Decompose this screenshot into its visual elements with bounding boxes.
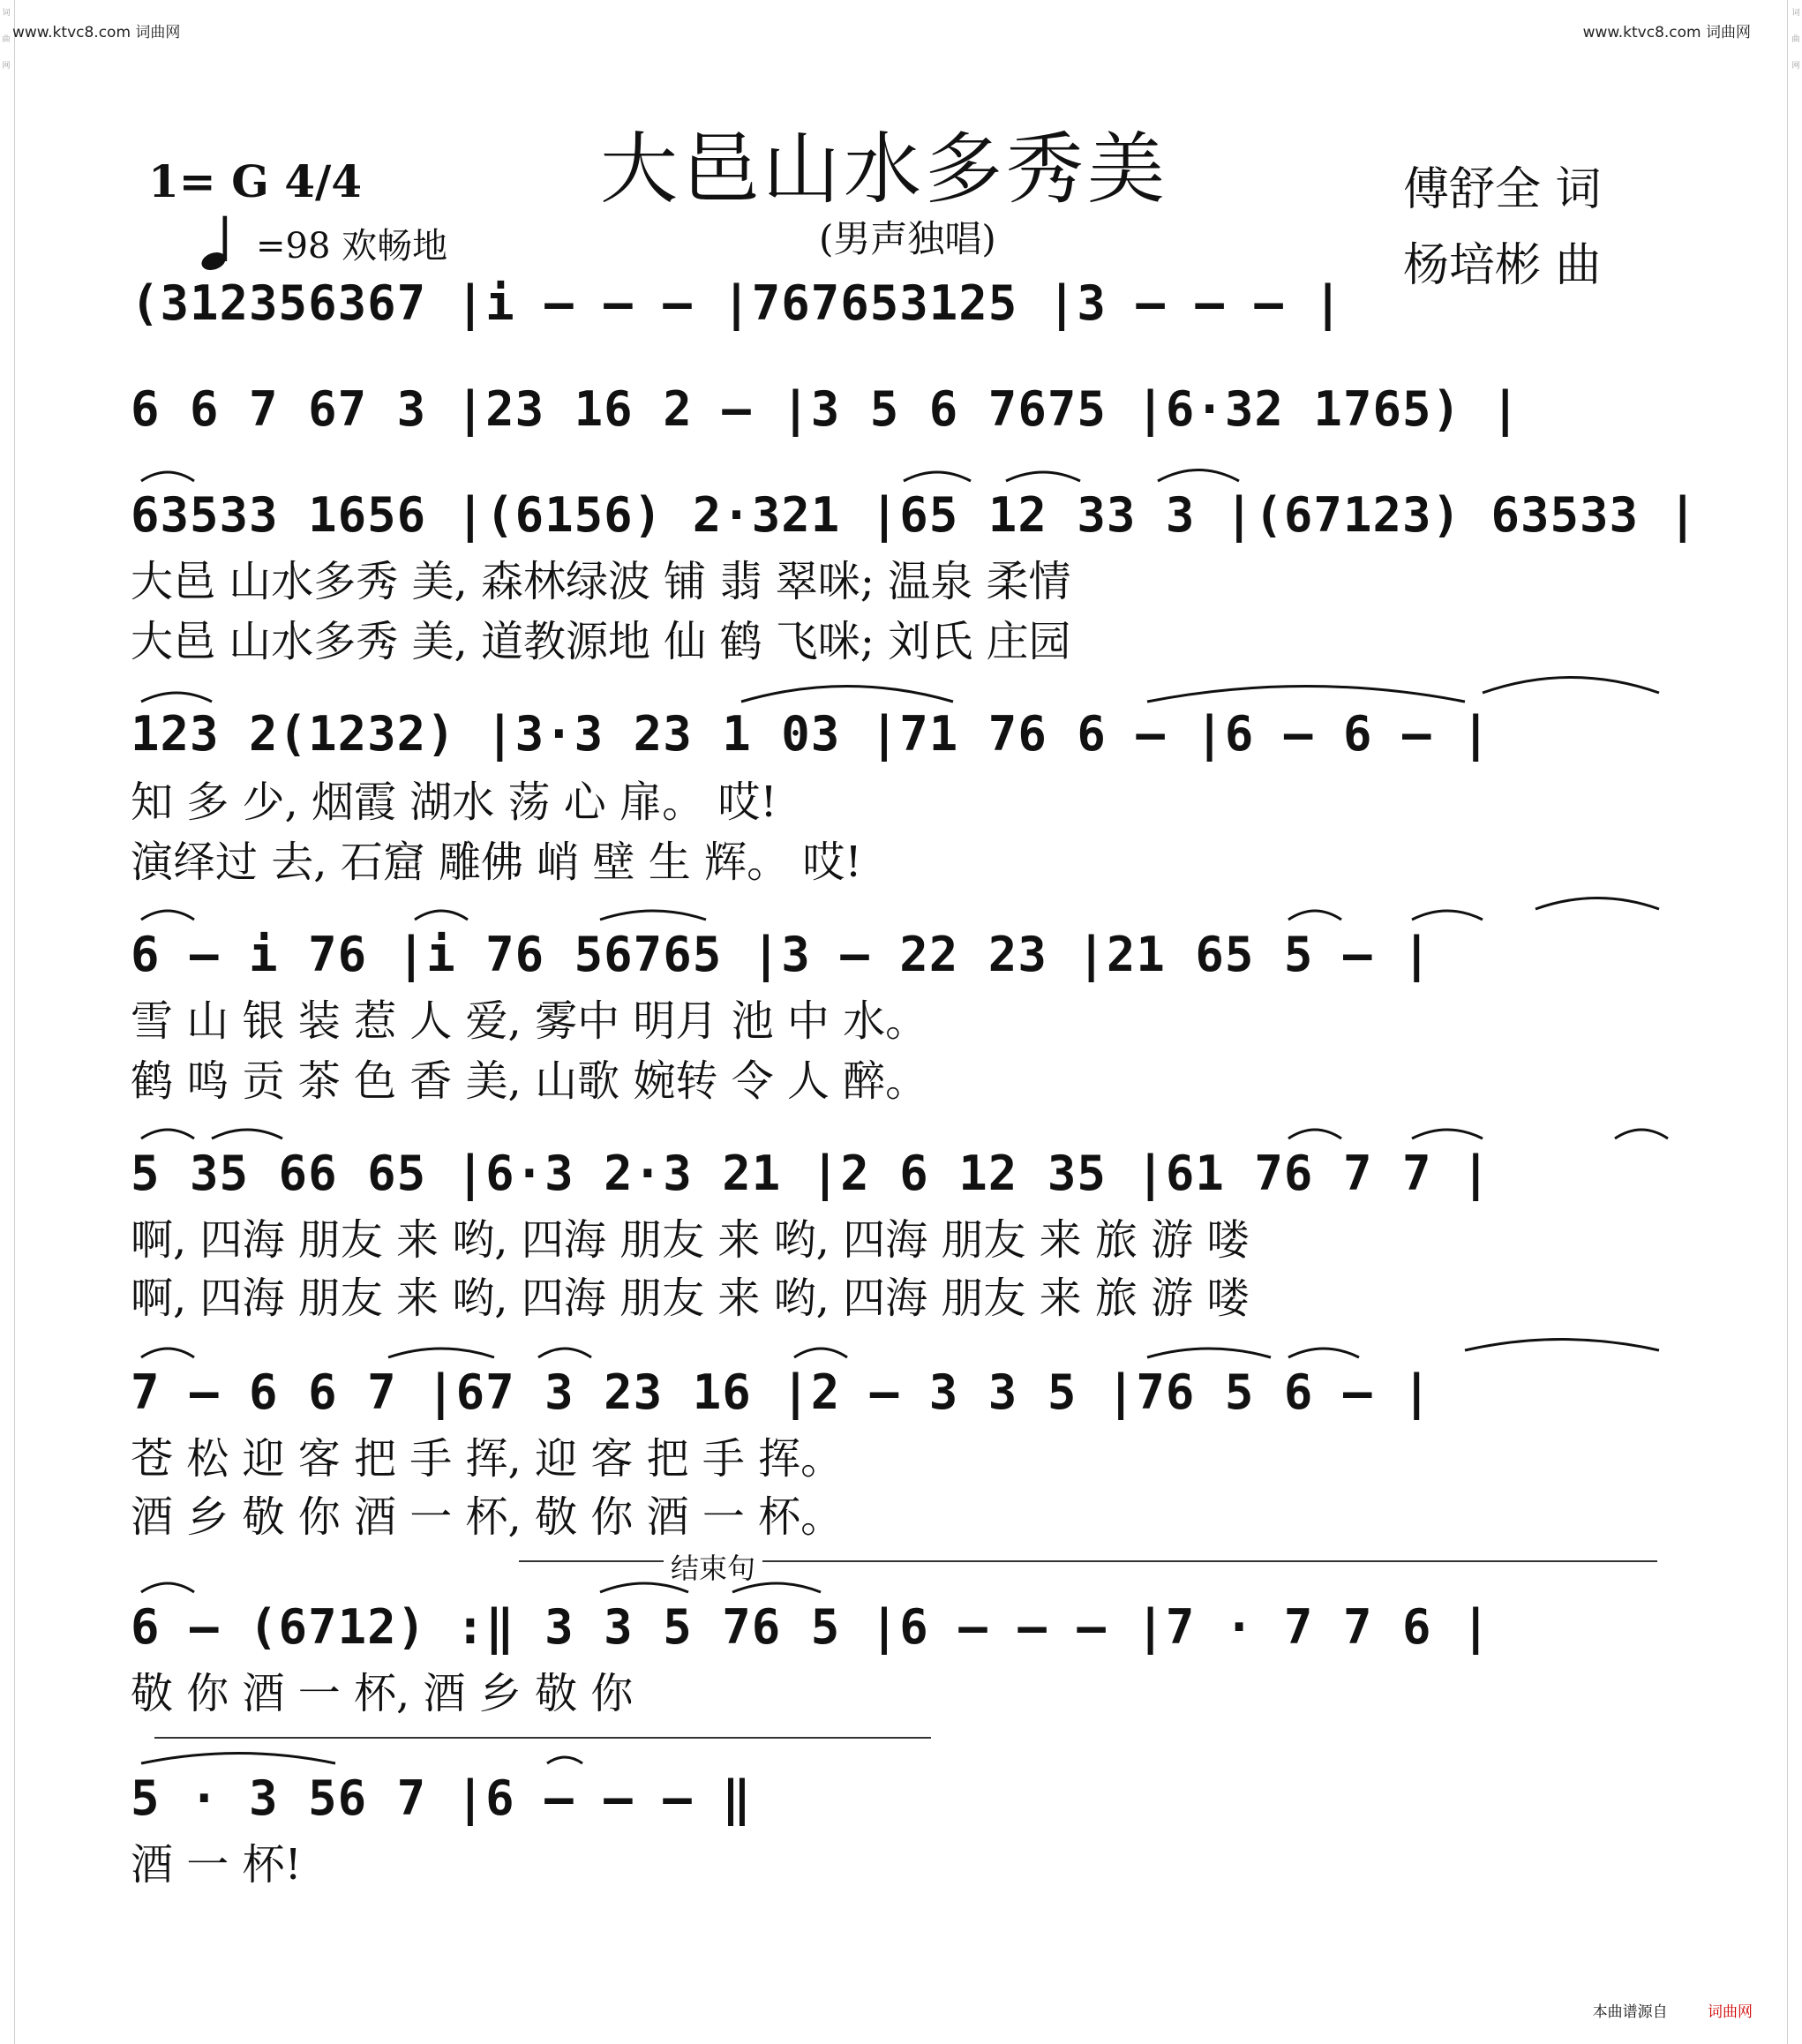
slur xyxy=(904,472,971,481)
composer: 杨培彬 曲 xyxy=(1403,239,1602,292)
score-line-5: 6 — i 76 |i 76 56765 |3 — 22 23 |21 65 5 — | xyxy=(131,927,1432,982)
score-line-8: 6 — (6712) :‖ 3 3 5 76 5 |6 — — — |7 · 7 7 6 | xyxy=(131,1599,1491,1655)
slur xyxy=(141,472,194,481)
lyrics-line-6-verse-1: 啊, 四海 朋友 来 哟, 四海 朋友 来 哟, 四海 朋友 来 旅 游 喽 xyxy=(131,1215,1250,1265)
footer xyxy=(1593,1999,1753,2021)
slur xyxy=(141,1583,194,1592)
score-line-9: 5 · 3 56 7 |6 — — — ‖ xyxy=(131,1770,752,1826)
slur xyxy=(141,1349,194,1357)
slur xyxy=(141,1754,335,1764)
site-watermark-right[interactable]: www.ktvc8.com 词曲网 xyxy=(1582,24,1751,41)
slur xyxy=(415,911,468,920)
footer-brand[interactable]: 词曲网 xyxy=(1708,2003,1753,2021)
slur xyxy=(732,1583,821,1592)
slur xyxy=(1147,1349,1271,1357)
lyrics-line-6-verse-2: 啊, 四海 朋友 来 哟, 四海 朋友 来 哟, 四海 朋友 来 旅 游 喽 xyxy=(131,1274,1250,1323)
lyrics-line-9: 酒 一 杯! xyxy=(131,1840,302,1890)
tempo-text: =98 欢畅地 xyxy=(256,225,448,267)
lyricist: 傅舒全 词 xyxy=(1403,163,1602,216)
slur xyxy=(741,687,953,703)
score-line-4: 123 2(1232) |3·3 23 1 03 |71 76 6 — |6 — 6 — | xyxy=(131,706,1491,762)
lyrics-line-3-verse-2: 大邑 山水多秀 美, 道教源地 仙 鹤 飞咪; 刘氏 庄园 xyxy=(131,617,1071,666)
slur xyxy=(141,1130,194,1138)
slur xyxy=(547,1757,582,1763)
slur xyxy=(1158,470,1239,482)
score-line-6: 5 35 66 65 |6·3 2·3 21 |2 6 12 35 |61 76 7 7 | xyxy=(131,1146,1491,1201)
slur xyxy=(1465,1340,1659,1351)
song-title: 大邑山水多秀美 xyxy=(600,124,1169,214)
side-watermark-right: 词曲网 xyxy=(1791,9,1800,71)
slur xyxy=(1412,911,1483,920)
ending-label: 结束句 xyxy=(664,1546,762,1587)
key-signature: 1= G 4/4 xyxy=(148,155,363,207)
lyrics-line-4-verse-1: 知 多 少, 烟霞 湖水 荡 心 扉。 哎! xyxy=(131,778,777,827)
lyrics-line-7-verse-1: 苍 松 迎 客 把 手 挥, 迎 客 把 手 挥。 xyxy=(131,1434,844,1484)
slur xyxy=(1288,1349,1359,1357)
lyrics-line-7-verse-2: 酒 乡 敬 你 酒 一 杯, 敬 你 酒 一 杯。 xyxy=(131,1492,844,1542)
slur xyxy=(1147,687,1465,703)
slur xyxy=(600,911,706,920)
slur xyxy=(388,1349,494,1357)
song-subtitle: (男声独唱) xyxy=(819,217,996,260)
score-line-2: 6 6 7 67 3 |23 16 2 — |3 5 6 7675 |6·32 1765) | xyxy=(131,381,1521,437)
footer-source: 本曲谱源自 xyxy=(1592,2003,1668,2021)
slur xyxy=(141,911,194,920)
slur xyxy=(538,1349,591,1357)
lyrics-line-3-verse-1: 大邑 山水多秀 美, 森林绿波 铺 翡 翠咪; 温泉 柔情 xyxy=(131,557,1071,606)
slur xyxy=(1288,1130,1341,1138)
score-line-3: 63533 1656 |(6156) 2·321 |65 12 33 3 |(67123) 63533 | xyxy=(131,487,1699,543)
slur xyxy=(1535,898,1659,910)
lyrics-line-5-verse-1: 雪 山 银 装 惹 人 爱, 雾中 明月 池 中 水。 xyxy=(131,996,928,1046)
lyrics-line-5-verse-2: 鹤 鸣 贡 茶 色 香 美, 山歌 婉转 令 人 醉。 xyxy=(131,1056,928,1106)
side-watermark-left: 词曲网 xyxy=(2,9,11,71)
slur xyxy=(1288,911,1341,920)
slur xyxy=(600,1583,688,1592)
score-line-7: 7 — 6 6 7 |67 3 23 16 |2 — 3 3 5 |76 5 6 — | xyxy=(131,1364,1432,1420)
slur xyxy=(1615,1130,1668,1138)
slur xyxy=(1006,472,1080,481)
slur xyxy=(1412,1130,1483,1138)
slur xyxy=(1483,678,1659,694)
site-watermark-left[interactable]: www.ktvc8.com 词曲网 xyxy=(12,24,181,41)
lyrics-line-8: 敬 你 酒 一 杯, 酒 乡 敬 你 xyxy=(131,1669,634,1718)
slur xyxy=(141,693,212,702)
slur xyxy=(794,1349,847,1357)
lyrics-line-4-verse-2: 演绎过 去, 石窟 雕佛 峭 壁 生 辉。 哎! xyxy=(131,838,862,887)
score-line-1: (312356367 |i — — — |767653125 |3 — — — | xyxy=(131,275,1343,331)
slur xyxy=(212,1130,282,1138)
